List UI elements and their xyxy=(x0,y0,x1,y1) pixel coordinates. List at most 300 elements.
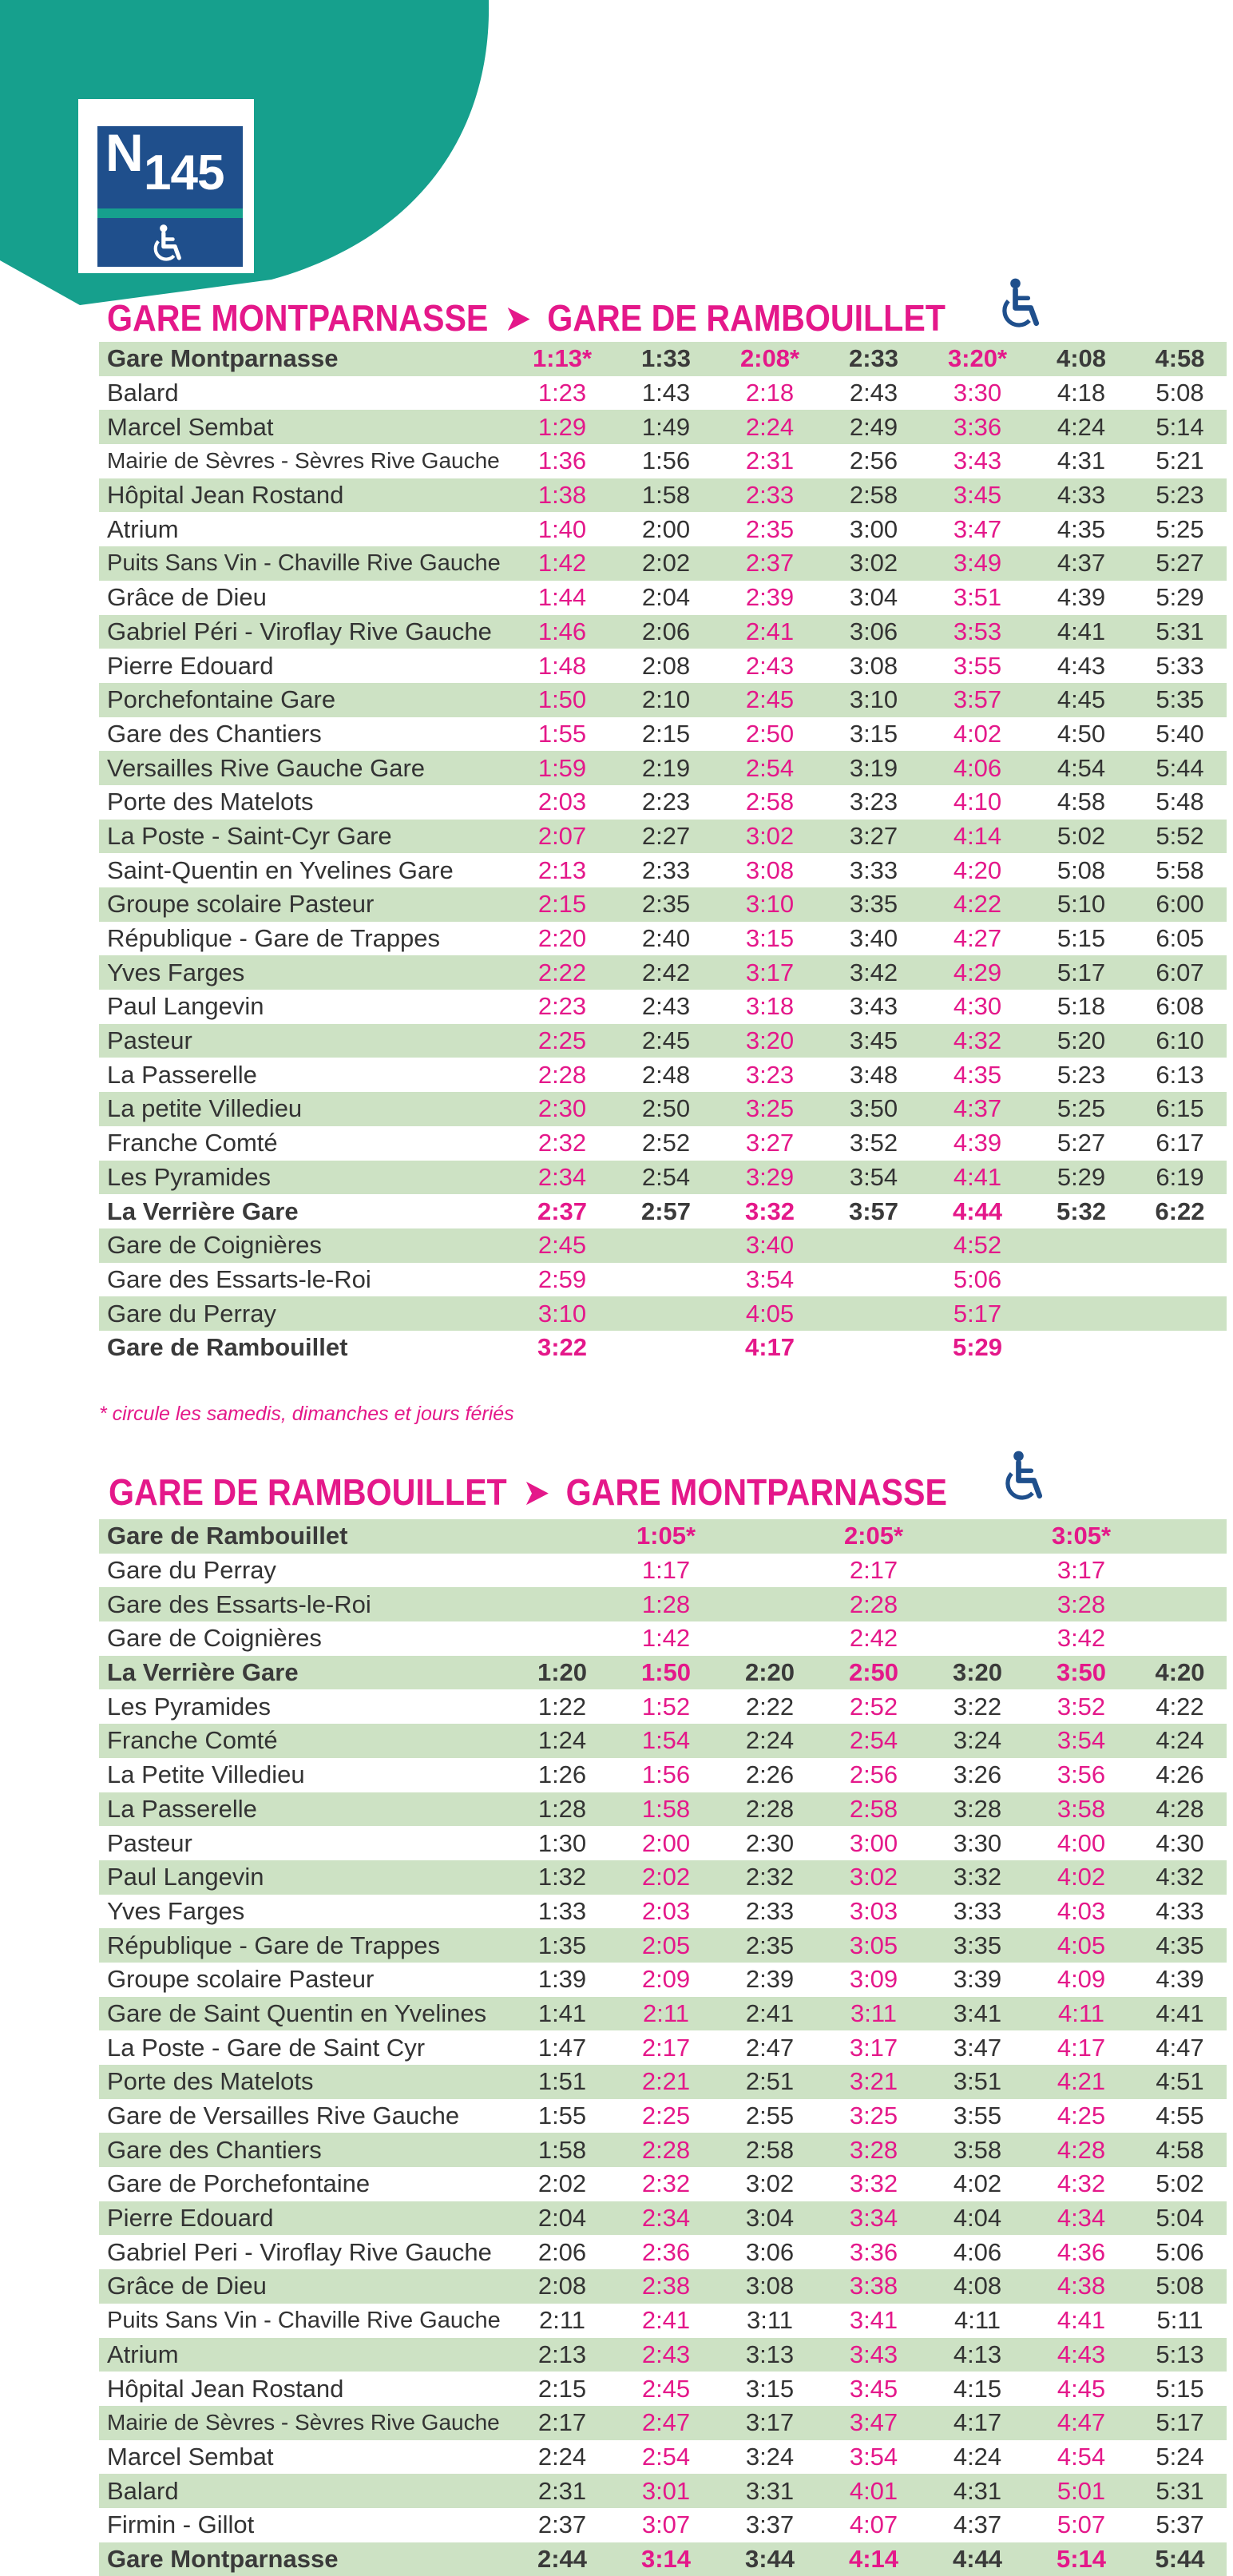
departure-time: 4:47 xyxy=(1029,2406,1133,2440)
direction-arrow-icon: ➤ xyxy=(522,1471,550,1513)
timetable-row xyxy=(99,342,1227,376)
stop-name: La Verrière Gare xyxy=(99,1656,510,1690)
departure-time: 6:13 xyxy=(1156,1060,1204,1089)
inbound-heading xyxy=(109,1467,947,1518)
departure-time: 5:44 xyxy=(1133,2542,1227,2576)
departure-time: 3:35 xyxy=(822,887,926,922)
departure-time: 1:47 xyxy=(537,2033,587,2062)
departure-time: 4:24 xyxy=(953,2442,1002,2471)
stop-name: La Petite Villedieu xyxy=(107,1760,305,1789)
departure-time: 1:40 xyxy=(537,514,587,543)
departure-time: 4:02 xyxy=(1029,1860,1133,1895)
departure-time: 3:54 xyxy=(849,2442,898,2471)
stop-name: Versailles Rive Gauche Gare xyxy=(99,751,510,785)
stop-name: Gabriel Péri - Viroflay Rive Gauche xyxy=(99,615,510,649)
departure-time: 3:15 xyxy=(745,2374,795,2403)
departure-time: 5:35 xyxy=(1133,683,1227,717)
departure-time: 4:34 xyxy=(1029,2201,1133,2236)
departure-time: 5:06 xyxy=(1156,2237,1204,2266)
departure-time: 2:25 xyxy=(510,1024,614,1058)
departure-time: 2:07 xyxy=(510,820,614,854)
timetable-row xyxy=(99,512,1227,546)
departure-time: 2:54 xyxy=(718,751,822,785)
departure-time: 3:17 xyxy=(718,955,822,990)
timetable-row xyxy=(99,1331,1227,1365)
departure-time: 2:45 xyxy=(510,1228,614,1263)
departure-time: 3:15 xyxy=(849,719,898,748)
departure-time: 4:39 xyxy=(1156,1965,1204,1994)
stop-name: Gare Montparnasse xyxy=(99,342,510,376)
departure-time: 1:59 xyxy=(510,751,614,785)
departure-time: 3:05 xyxy=(822,1928,926,1963)
departure-time: 2:45 xyxy=(718,683,822,717)
departure-time: 3:17 xyxy=(718,2406,822,2440)
timetable-row xyxy=(99,1826,1227,1860)
departure-time: 4:22 xyxy=(1156,1692,1204,1721)
departure-time: 4:51 xyxy=(1133,2065,1227,2099)
departure-time: 5:29 xyxy=(952,1333,1003,1362)
departure-time: 2:19 xyxy=(614,751,718,785)
departure-time: 3:37 xyxy=(745,2511,795,2539)
departure-time: 3:29 xyxy=(718,1161,822,1195)
departure-time: 2:27 xyxy=(614,820,718,854)
departure-time: 2:32 xyxy=(718,1860,822,1895)
timetable-row xyxy=(99,410,1227,444)
departure-time xyxy=(1133,1587,1227,1621)
inbound-timetable xyxy=(99,1519,1227,2576)
departure-time: 3:24 xyxy=(745,2442,795,2471)
stop-name: Pierre Edouard xyxy=(107,651,274,680)
departure-time: 3:00 xyxy=(849,514,898,543)
departure-time: 3:32 xyxy=(849,2169,898,2198)
departure-time: 3:45 xyxy=(926,478,1029,513)
departure-time: 1:58 xyxy=(614,478,718,513)
departure-time: 1:50 xyxy=(510,683,614,717)
departure-time: 4:54 xyxy=(1057,2442,1106,2471)
departure-time: 3:47 xyxy=(953,514,1002,543)
stop-name: Paul Langevin xyxy=(99,1860,510,1895)
departure-time: 2:33 xyxy=(718,478,822,513)
departure-time: 5:44 xyxy=(1133,751,1227,785)
departure-time: 2:24 xyxy=(718,1724,822,1758)
departure-time: 3:41 xyxy=(926,1997,1029,2031)
timetable-row xyxy=(99,785,1227,820)
departure-time: 2:45 xyxy=(614,1024,718,1058)
stop-name: Puits Sans Vin - Chaville Rive Gauche xyxy=(107,2307,501,2333)
departure-time: 2:54 xyxy=(641,2442,691,2471)
departure-time: 3:52 xyxy=(849,1129,898,1157)
departure-time: 3:33 xyxy=(849,855,898,884)
stop-name: Mairie de Sèvres - Sèvres Rive Gauche xyxy=(107,448,500,474)
departure-time: 4:04 xyxy=(926,2201,1029,2236)
departure-time xyxy=(510,1621,614,1656)
departure-time: 2:06 xyxy=(537,2237,587,2266)
departure-time: 4:09 xyxy=(1057,1965,1106,1994)
departure-time: 2:03 xyxy=(537,788,587,816)
departure-time: 2:50 xyxy=(822,1656,926,1690)
departure-time: 4:17 xyxy=(744,1333,795,1362)
timetable-row xyxy=(99,1963,1227,1997)
departure-time: 2:37 xyxy=(718,546,822,581)
line-badge-letter: N xyxy=(105,123,144,182)
departure-time xyxy=(1029,1228,1133,1263)
departure-time: 2:34 xyxy=(614,2201,718,2236)
departure-time: 5:27 xyxy=(1057,1129,1106,1157)
departure-time: 3:23 xyxy=(745,1060,795,1089)
line-badge-panel xyxy=(97,123,243,267)
departure-time: 2:58 xyxy=(745,788,795,816)
departure-time: 2:02 xyxy=(537,2169,587,2198)
departure-time: 4:14 xyxy=(822,2542,926,2576)
timetable-row xyxy=(99,649,1227,683)
departure-time: 1:46 xyxy=(510,615,614,649)
departure-time xyxy=(1133,1519,1227,1554)
timetable-row xyxy=(99,1928,1227,1963)
stop-name: Porchefontaine Gare xyxy=(99,683,510,717)
departure-time: 4:41 xyxy=(926,1161,1029,1195)
departure-time xyxy=(1133,1554,1227,1588)
timetable-row xyxy=(99,887,1227,922)
departure-time: 3:34 xyxy=(822,2201,926,2236)
departure-time: 3:10 xyxy=(718,887,822,922)
departure-time: 2:08 xyxy=(510,2269,614,2304)
departure-time: 1:50 xyxy=(614,1656,718,1690)
footnote: * circule les samedis, dimanches et jours fériés xyxy=(99,1403,514,1425)
departure-time: 3:58 xyxy=(1029,1792,1133,1827)
timetable-row xyxy=(99,820,1227,854)
departure-time: 3:08 xyxy=(718,2269,822,2304)
timetable-row xyxy=(99,2235,1227,2269)
wheelchair-icon xyxy=(993,1449,1049,1506)
departure-time: 5:11 xyxy=(1156,2306,1203,2335)
departure-time xyxy=(822,1228,926,1263)
timetable-row xyxy=(99,546,1227,581)
departure-time xyxy=(718,1554,822,1588)
departure-time: 4:02 xyxy=(953,719,1002,748)
departure-time: 5:29 xyxy=(1029,1161,1133,1195)
departure-time: 1:05* xyxy=(614,1519,718,1554)
departure-time: 5:14 xyxy=(1133,410,1227,444)
departure-time: 4:30 xyxy=(953,992,1002,1021)
departure-time: 2:58 xyxy=(822,1792,926,1827)
departure-time: 2:22 xyxy=(745,1692,795,1721)
stop-name: Les Pyramides xyxy=(99,1161,510,1195)
departure-time: 3:17 xyxy=(1057,1556,1106,1585)
departure-time: 3:36 xyxy=(926,410,1029,444)
departure-time: 4:08 xyxy=(1029,342,1133,376)
timetable-row xyxy=(99,853,1227,887)
departure-time: 4:21 xyxy=(1029,2065,1133,2099)
departure-time: 2:49 xyxy=(822,410,926,444)
departure-time: 3:57 xyxy=(926,683,1029,717)
departure-time: 3:21 xyxy=(822,2065,926,2099)
departure-time: 2:52 xyxy=(641,1129,691,1157)
departure-time: 2:33 xyxy=(745,1896,795,1925)
departure-time: 1:24 xyxy=(510,1724,614,1758)
departure-time: 1:49 xyxy=(614,410,718,444)
timetable-row xyxy=(99,1161,1227,1195)
departure-time: 3:53 xyxy=(926,615,1029,649)
departure-time: 4:17 xyxy=(926,2406,1029,2440)
departure-time: 5:08 xyxy=(1133,2269,1227,2304)
departure-time: 5:52 xyxy=(1133,820,1227,854)
departure-time: 2:17 xyxy=(510,2406,614,2440)
departure-time xyxy=(614,1331,718,1365)
departure-time: 1:56 xyxy=(641,447,691,475)
departure-time: 3:20* xyxy=(926,342,1029,376)
departure-time: 3:30 xyxy=(953,1828,1002,1857)
timetable-row xyxy=(99,581,1227,615)
departure-time: 2:22 xyxy=(510,955,614,990)
departure-time: 2:02 xyxy=(614,1860,718,1895)
departure-time: 3:24 xyxy=(926,1724,1029,1758)
departure-time: 4:44 xyxy=(926,2542,1029,2576)
departure-time: 4:07 xyxy=(849,2511,898,2539)
departure-time: 5:29 xyxy=(1156,583,1204,612)
stop-name: Groupe scolaire Pasteur xyxy=(99,887,510,922)
stop-name: Balard xyxy=(107,379,179,407)
departure-time xyxy=(1133,1228,1227,1263)
departure-time: 1:23 xyxy=(537,379,587,407)
stop-name: Paul Langevin xyxy=(107,992,264,1021)
stop-name: Marcel Sembat xyxy=(107,2442,274,2471)
departure-time: 4:50 xyxy=(1057,719,1106,748)
departure-time: 2:47 xyxy=(745,2033,795,2062)
departure-time: 3:47 xyxy=(953,2033,1002,2062)
departure-time: 2:10 xyxy=(614,683,718,717)
departure-time: 3:55 xyxy=(953,651,1002,680)
stop-name: Groupe scolaire Pasteur xyxy=(107,1965,375,1994)
departure-time xyxy=(1133,1621,1227,1656)
departure-time: 3:54 xyxy=(822,1161,926,1195)
departure-time: 1:54 xyxy=(614,1724,718,1758)
departure-time: 3:54 xyxy=(745,1264,795,1293)
departure-time xyxy=(614,1296,718,1331)
departure-time: 3:56 xyxy=(1057,1760,1106,1789)
departure-time: 2:59 xyxy=(537,1264,587,1293)
departure-time: 4:39 xyxy=(953,1129,1002,1157)
departure-time: 3:32 xyxy=(744,1197,795,1225)
departure-time: 3:52 xyxy=(1057,1692,1106,1721)
departure-time: 2:58 xyxy=(718,2133,822,2167)
departure-time: 2:32 xyxy=(537,1129,587,1157)
departure-time: 4:11 xyxy=(953,2306,1001,2335)
departure-time: 3:19 xyxy=(822,751,926,785)
timetable-row xyxy=(99,1758,1227,1792)
stop-name: Gare de Rambouillet xyxy=(99,1519,510,1554)
stop-name: Porte des Matelots xyxy=(107,788,314,816)
departure-time: 6:19 xyxy=(1133,1161,1227,1195)
departure-time: 5:21 xyxy=(1156,447,1204,475)
departure-time: 5:17 xyxy=(1133,2406,1227,2440)
stop-name: République - Gare de Trappes xyxy=(107,924,441,953)
departure-time: 3:25 xyxy=(849,2102,898,2130)
departure-time: 3:43 xyxy=(822,2338,926,2372)
departure-time xyxy=(926,1519,1029,1554)
departure-time: 4:31 xyxy=(926,2474,1029,2508)
departure-time: 3:27 xyxy=(745,1129,795,1157)
departure-time: 3:00 xyxy=(849,1828,898,1857)
departure-time: 5:10 xyxy=(1029,887,1133,922)
departure-time xyxy=(718,1621,822,1656)
departure-time: 2:51 xyxy=(718,2065,822,2099)
departure-time: 4:39 xyxy=(1057,583,1106,612)
departure-time: 4:11 xyxy=(1029,1997,1133,2031)
departure-time: 2:31 xyxy=(510,2474,614,2508)
departure-time: 4:27 xyxy=(953,924,1002,953)
departure-time: 4:18 xyxy=(1057,379,1106,407)
departure-time: 4:14 xyxy=(926,820,1029,854)
departure-time: 3:42 xyxy=(822,955,926,990)
timetable-row xyxy=(99,2542,1227,2576)
departure-time: 2:45 xyxy=(641,2374,691,2403)
departure-time: 4:33 xyxy=(1156,1896,1204,1925)
departure-time: 4:26 xyxy=(1156,1760,1204,1789)
departure-time xyxy=(510,1554,614,1588)
timetable-row xyxy=(99,1126,1227,1161)
departure-time: 1:55 xyxy=(537,719,587,748)
outbound-destination: GARE DE RAMBOUILLET xyxy=(547,297,946,339)
departure-time: 1:30 xyxy=(537,1828,587,1857)
departure-time: 4:05 xyxy=(1029,1928,1133,1963)
departure-time: 2:04 xyxy=(510,2201,614,2236)
departure-time: 2:23 xyxy=(641,788,691,816)
stop-name: Hôpital Jean Rostand xyxy=(107,2374,344,2403)
timetable-row xyxy=(99,2099,1227,2133)
stop-name: Atrium xyxy=(107,514,179,543)
departure-time: 1:33 xyxy=(614,342,718,376)
stop-name: Franche Comté xyxy=(99,1724,510,1758)
timetable-row xyxy=(99,1895,1227,1929)
departure-time: 2:39 xyxy=(745,1965,795,1994)
departure-time: 4:36 xyxy=(1057,2237,1106,2266)
inbound-origin: GARE DE RAMBOUILLET xyxy=(109,1471,507,1513)
departure-time: 4:20 xyxy=(1133,1656,1227,1690)
stop-name: Franche Comté xyxy=(107,1129,278,1157)
stop-name: Gabriel Peri - Viroflay Rive Gauche xyxy=(107,2237,492,2266)
departure-time: 2:00 xyxy=(641,514,691,543)
stop-name: Gare de Rambouillet xyxy=(107,1333,348,1362)
departure-time: 5:23 xyxy=(1133,478,1227,513)
departure-time: 2:32 xyxy=(641,2169,691,2198)
departure-time: 3:28 xyxy=(926,1792,1029,1827)
departure-time xyxy=(1029,1263,1133,1297)
departure-time: 6:17 xyxy=(1156,1129,1204,1157)
departure-time: 5:07 xyxy=(1057,2511,1106,2539)
outbound-origin: GARE MONTPARNASSE xyxy=(107,297,489,339)
departure-time: 2:58 xyxy=(822,478,926,513)
stop-name: Mairie de Sèvres - Sèvres Rive Gauche xyxy=(99,2406,510,2440)
departure-time xyxy=(614,1228,718,1263)
departure-time: 2:17 xyxy=(849,1556,898,1585)
departure-time: 2:28 xyxy=(822,1587,926,1621)
departure-time: 4:06 xyxy=(926,751,1029,785)
departure-time: 3:28 xyxy=(822,2133,926,2167)
departure-time: 4:58 xyxy=(1133,2133,1227,2167)
departure-time: 1:32 xyxy=(510,1860,614,1895)
departure-time: 3:55 xyxy=(953,2102,1002,2130)
departure-time: 3:02 xyxy=(822,546,926,581)
departure-time: 2:43 xyxy=(614,2338,718,2372)
departure-time: 3:51 xyxy=(926,2065,1029,2099)
stop-name: Saint-Quentin en Yvelines Gare xyxy=(107,855,454,884)
departure-time: 2:50 xyxy=(745,719,795,748)
departure-time: 5:37 xyxy=(1156,2511,1204,2539)
departure-time: 1:52 xyxy=(641,1692,691,1721)
departure-time: 4:44 xyxy=(952,1197,1003,1225)
departure-time: 3:08 xyxy=(745,855,795,884)
stop-name: Gare de Coignières xyxy=(107,1624,322,1653)
departure-time: 3:06 xyxy=(822,615,926,649)
departure-time: 3:54 xyxy=(1029,1724,1133,1758)
departure-time: 2:54 xyxy=(614,1161,718,1195)
stop-name: La petite Villedieu xyxy=(99,1092,510,1126)
stop-name: Pierre Edouard xyxy=(99,2201,510,2236)
stop-name: Yves Farges xyxy=(107,1896,245,1925)
departure-time: 2:18 xyxy=(745,379,795,407)
departure-time: 1:44 xyxy=(537,583,587,612)
stop-name: Gare du Perray xyxy=(99,1296,510,1331)
departure-time: 3:01 xyxy=(614,2474,718,2508)
departure-time: 4:02 xyxy=(953,2169,1002,2198)
inbound-destination: GARE MONTPARNASSE xyxy=(565,1471,947,1513)
departure-time: 4:37 xyxy=(1029,546,1133,581)
departure-time: 6:10 xyxy=(1133,1024,1227,1058)
timetable-row xyxy=(99,2338,1227,2372)
timetable-row xyxy=(99,2201,1227,2236)
departure-time: 4:24 xyxy=(1029,410,1133,444)
departure-time: 4:29 xyxy=(926,955,1029,990)
departure-time: 2:24 xyxy=(537,2442,587,2471)
departure-time: 4:25 xyxy=(1057,2102,1106,2130)
departure-time: 3:38 xyxy=(822,2269,926,2304)
timetable-row xyxy=(99,922,1227,956)
departure-time: 3:48 xyxy=(849,1060,898,1089)
departure-time: 4:41 xyxy=(1057,2306,1106,2335)
departure-time: 4:33 xyxy=(1029,478,1133,513)
departure-time: 2:13 xyxy=(537,855,587,884)
timetable-row xyxy=(99,2372,1227,2406)
departure-time: 4:28 xyxy=(1029,2133,1133,2167)
departure-time: 3:44 xyxy=(718,2542,822,2576)
departure-time: 2:02 xyxy=(614,546,718,581)
wheelchair-icon xyxy=(144,224,192,265)
departure-time: 5:13 xyxy=(1133,2338,1227,2372)
departure-time xyxy=(614,1263,718,1297)
departure-time: 4:35 xyxy=(953,1060,1002,1089)
stop-name: Porte des Matelots xyxy=(99,2065,510,2099)
departure-time: 3:51 xyxy=(953,583,1002,612)
departure-time: 5:18 xyxy=(1057,992,1106,1021)
departure-time: 2:24 xyxy=(718,410,822,444)
departure-time: 2:30 xyxy=(510,1092,614,1126)
stop-name: République - Gare de Trappes xyxy=(99,1928,510,1963)
departure-time: 5:27 xyxy=(1133,546,1227,581)
departure-time: 3:06 xyxy=(745,2237,795,2266)
departure-time xyxy=(926,1554,1029,1588)
departure-time: 2:23 xyxy=(537,992,587,1021)
departure-time: 3:39 xyxy=(953,1965,1002,1994)
departure-time: 4:38 xyxy=(1029,2269,1133,2304)
departure-time: 3:40 xyxy=(849,924,898,953)
departure-time: 2:05 xyxy=(614,1928,718,1963)
departure-time: 3:10 xyxy=(510,1296,614,1331)
timetable-row xyxy=(99,1621,1227,1656)
departure-time: 5:25 xyxy=(1156,514,1204,543)
departure-time: 3:22 xyxy=(537,1333,588,1362)
departure-time: 2:42 xyxy=(849,1624,898,1653)
departure-time: 1:13* xyxy=(510,342,614,376)
